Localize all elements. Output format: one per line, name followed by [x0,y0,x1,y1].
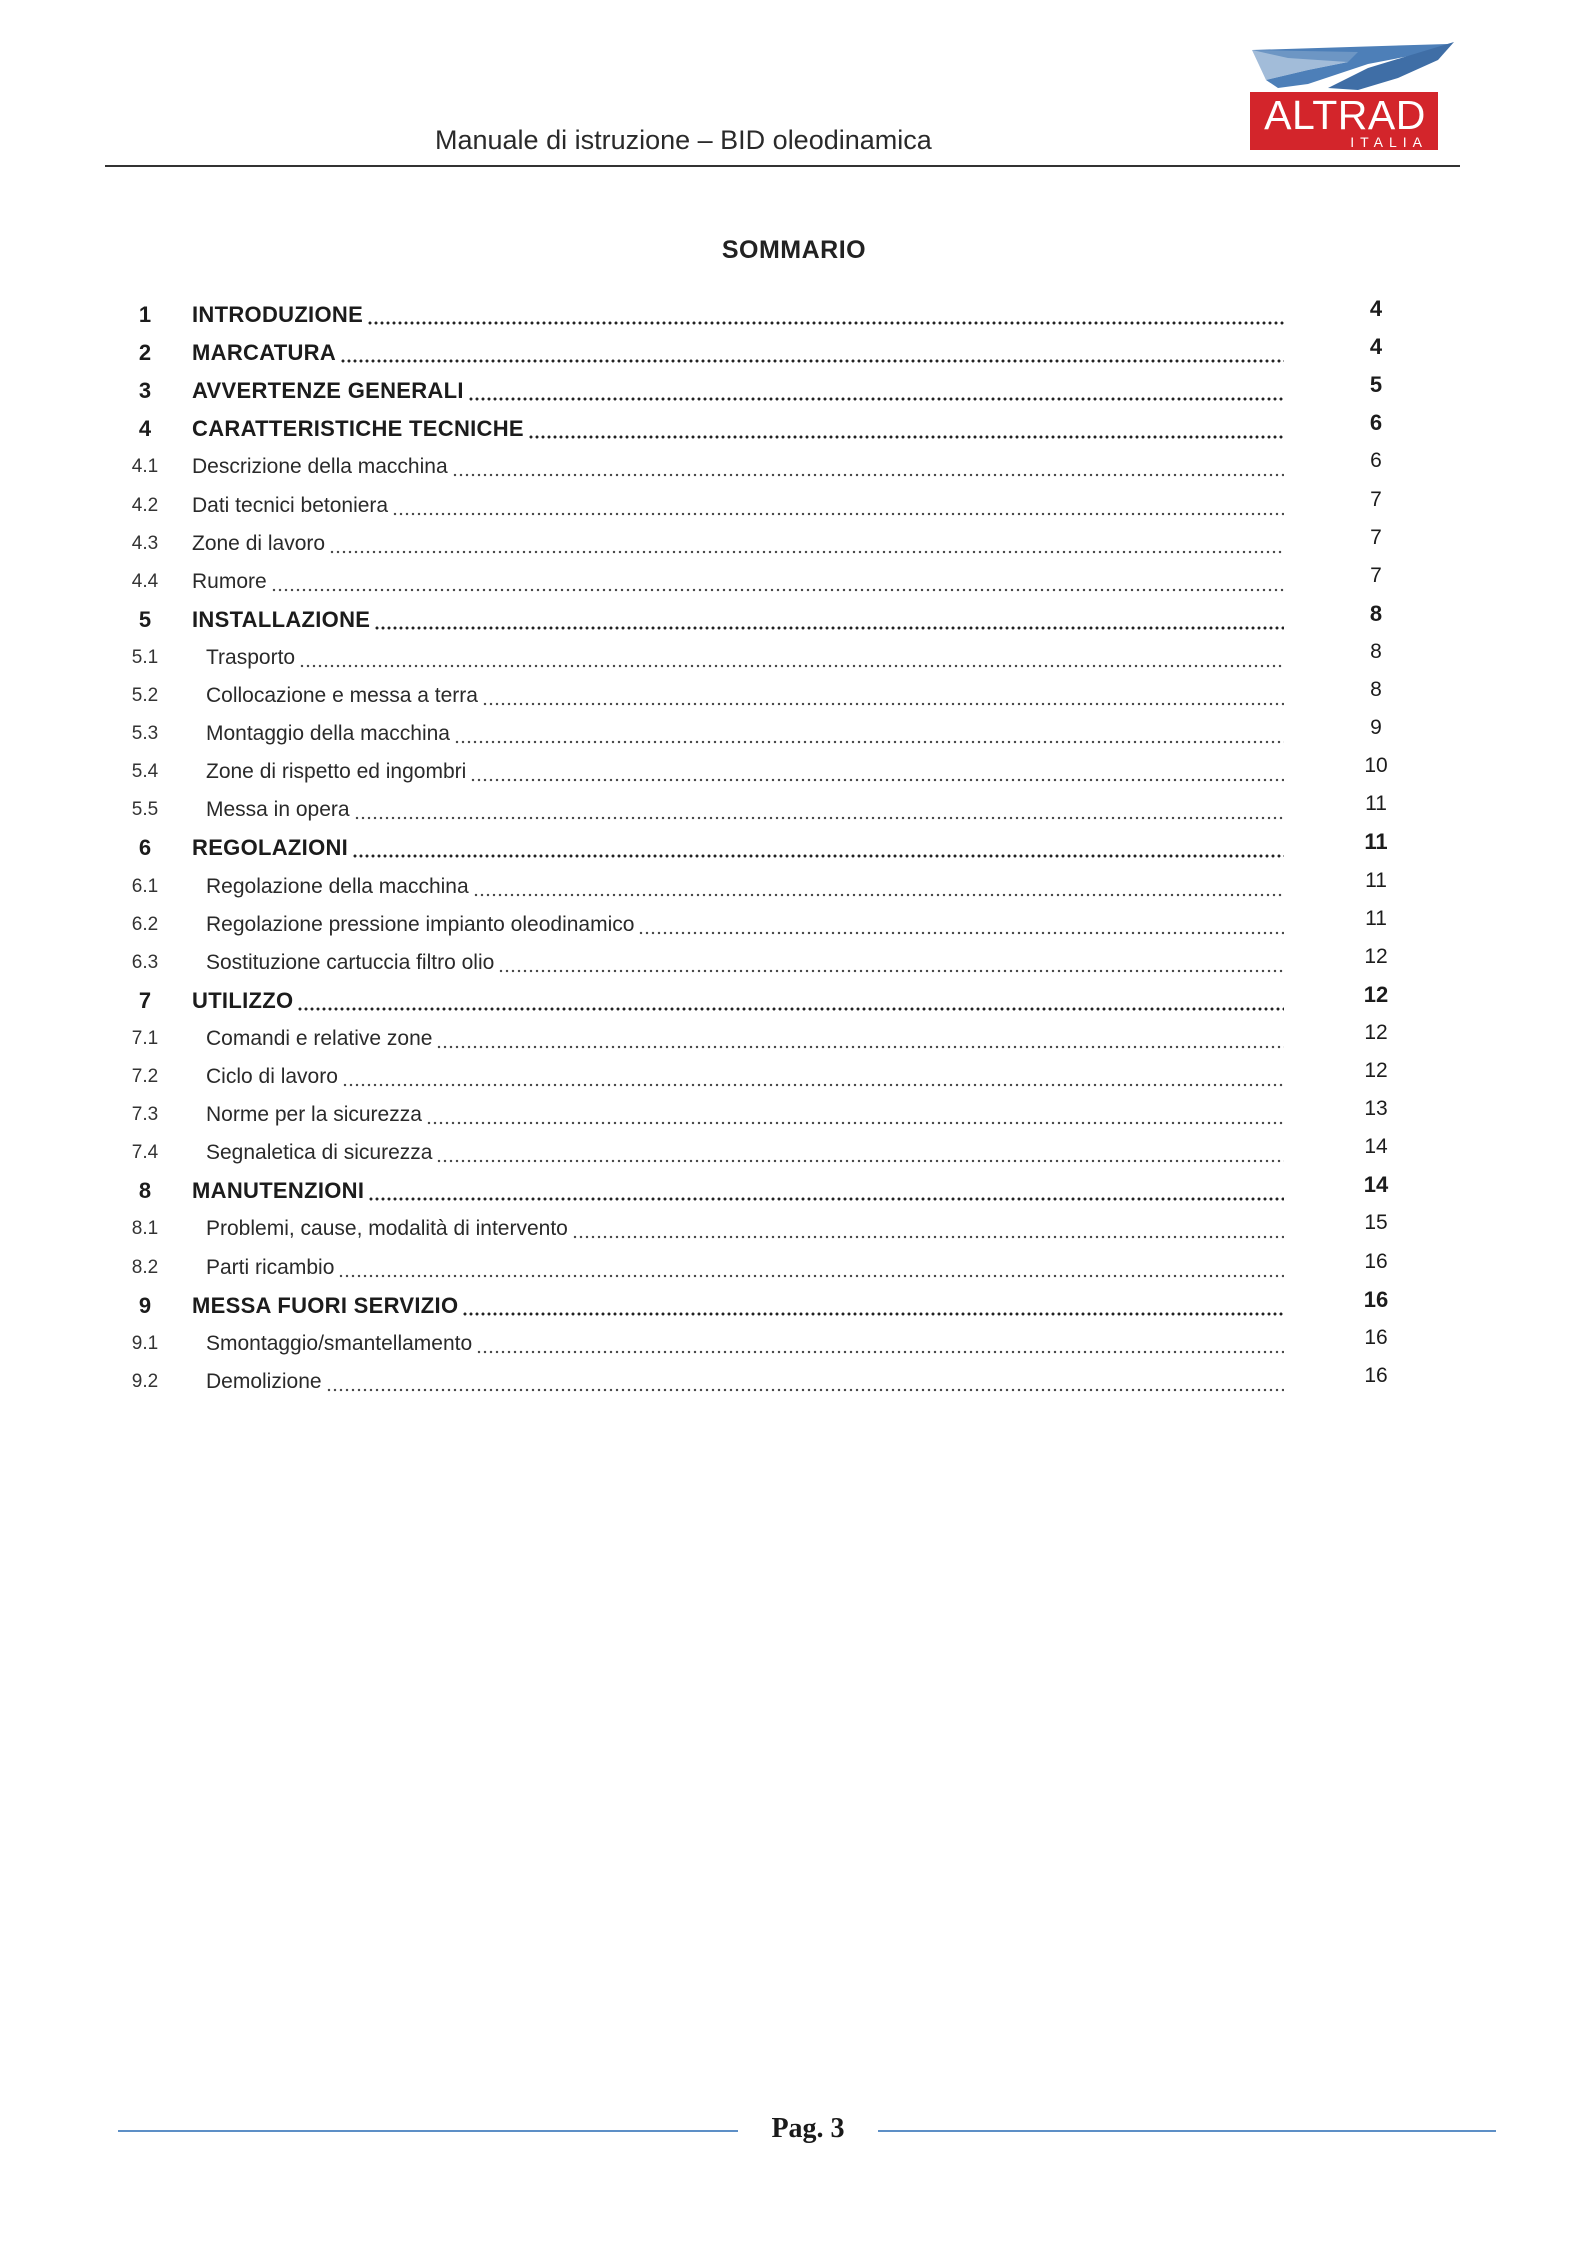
toc-entry [0,677,1588,715]
toc-entry-page: 12 [1364,1059,1388,1082]
dot-leader [572,1235,1284,1239]
toc-entry-title-line [192,296,1284,334]
dot-leader [338,1274,1284,1278]
toc-entry-page: 12 [1363,982,1389,1007]
logo-name: ALTRAD [1264,92,1426,138]
toc-entry-title-line [192,829,1284,867]
footer-rule-right [878,2130,1496,2132]
toc-entry-number: 4.3 [131,533,159,554]
toc-entry-page: 7 [1370,564,1382,587]
toc-entry-page: 5 [1369,372,1383,397]
toc-entry [0,372,1588,410]
toc-entry-title: Montaggio della macchina [206,722,450,745]
dot-leader [468,397,1284,401]
dot-leader [476,1350,1284,1354]
toc-entry-number: 6.2 [131,914,159,935]
toc-entry-number: 7.2 [131,1066,159,1087]
toc-entry [0,448,1588,486]
toc-entry-number: 7 [138,988,152,1013]
page-number: Pag. 3 [771,2113,845,2144]
dot-leader [462,1312,1284,1316]
toc-entry-number: 5.4 [131,761,159,782]
toc-entry [0,1325,1588,1363]
dot-leader [368,1197,1284,1201]
toc-entry-title-line [206,1134,1284,1172]
toc-entry-page: 13 [1364,1097,1388,1120]
toc-entry-page: 11 [1365,792,1387,815]
toc-entry [0,1020,1588,1058]
toc-entry-title-line [192,601,1284,639]
toc-entry-title-line [206,791,1284,829]
toc-entry-page: 16 [1364,1250,1388,1273]
toc-entry-title: Regolazione della macchina [206,875,469,898]
toc-entry-title: MESSA FUORI SERVIZIO [192,1293,459,1318]
toc-entry-title: Messa in opera [206,798,350,821]
toc-entry-title-line [206,1020,1284,1058]
toc-entry-number: 6 [138,835,152,860]
dot-leader [638,931,1284,935]
toc-entry [0,296,1588,334]
toc-entry-title-line [206,1210,1284,1248]
toc-entry-title: UTILIZZO [192,988,294,1013]
toc-entry-title-line [206,715,1284,753]
toc-entry [0,1287,1588,1325]
toc-entry-title-line [206,944,1284,982]
toc-entry [0,639,1588,677]
toc-entry-title-line [192,982,1284,1020]
toc-entry-title-line [206,1249,1284,1287]
toc-entry-title: Regolazione pressione impianto oleodinamico [206,913,635,936]
toc-entry-page: 16 [1363,1287,1389,1312]
toc-entry-title: Trasporto [206,646,296,669]
toc-entry [0,1363,1588,1401]
toc-entry-number: 4.1 [131,456,159,477]
toc-entry-number: 4.2 [131,495,159,516]
toc-entry-page: 14 [1363,1172,1389,1197]
toc-entry-page: 11 [1365,907,1387,930]
toc-entry-title: Parti ricambio [206,1256,335,1279]
logo-red-box [1250,92,1438,150]
toc-entry-title: Descrizione della macchina [192,455,448,478]
toc-entry-title-line [192,1287,1284,1325]
toc-entry-page: 7 [1370,488,1382,511]
toc-entry-title: Norme per la sicurezza [206,1103,422,1126]
toc-entry-title: Problemi, cause, modalità di intervento [206,1217,568,1240]
toc-entry-title: Comandi e relative zone [206,1027,433,1050]
toc-entry-number: 3 [138,378,152,403]
dot-leader [436,1159,1284,1163]
dot-leader [352,854,1284,858]
altrad-logo [1248,40,1460,152]
toc-entry-title: Zone di rispetto ed ingombri [206,760,467,783]
toc-entry-number: 4 [138,416,152,441]
toc-entry-number: 9.1 [131,1333,159,1354]
toc-entry-number: 9.2 [131,1371,159,1392]
toc-entry-title-line [192,1172,1284,1210]
toc-entry-title: Demolizione [206,1370,322,1393]
toc-entry-title-line [206,753,1284,791]
toc-entry [0,1249,1588,1287]
toc-entry [0,1058,1588,1096]
dot-leader [528,435,1284,439]
toc-entry-title-line [206,1325,1284,1363]
toc-entry-title-line [192,563,1284,601]
dot-leader [498,969,1284,973]
toc-entry-title: INTRODUZIONE [192,302,364,327]
toc-entry-title-line [206,1096,1284,1134]
summary-title: SOMMARIO [721,236,867,264]
toc-entry-number: 7.3 [131,1104,159,1125]
dot-leader [392,512,1284,516]
toc-entry-page: 12 [1364,945,1388,968]
dot-leader [340,359,1284,363]
toc-entry-page: 4 [1369,334,1383,359]
toc-entry-page: 9 [1370,716,1382,739]
toc-entry-page: 14 [1364,1135,1388,1158]
toc-entry-title: AVVERTENZE GENERALI [192,378,464,403]
toc-entry-number: 2 [138,340,152,365]
toc-entry-title-line [206,1363,1284,1401]
toc-entry [0,334,1588,372]
toc-entry-page: 6 [1369,410,1383,435]
toc-entry-title-line [192,372,1284,410]
toc-entry-page: 4 [1369,296,1383,321]
toc-entry [0,868,1588,906]
toc-entry-title: Smontaggio/smantellamento [206,1332,473,1355]
dot-leader [354,816,1284,820]
toc-entry-number: 5.3 [131,723,159,744]
dot-leader [482,702,1284,706]
toc-entry-title: Collocazione e messa a terra [206,684,478,707]
manual-title: Manuale di istruzione – BID oleodinamica [435,125,932,155]
dot-leader [326,1388,1284,1392]
dot-leader [436,1045,1284,1049]
toc-entry [0,753,1588,791]
toc-entry-page: 8 [1370,640,1382,663]
toc-entry-title-line [206,1058,1284,1096]
dot-leader [271,588,1284,592]
toc-entry-title: MARCATURA [192,340,337,365]
dot-leader [426,1121,1284,1125]
toc-entry-page: 12 [1364,1021,1388,1044]
toc-entry [0,829,1588,867]
toc-entry [0,1096,1588,1134]
toc-entry-number: 5.5 [131,799,159,820]
dot-leader [454,740,1284,744]
toc-entry-title-line [192,448,1284,486]
toc-entry-title: INSTALLAZIONE [192,607,371,632]
toc-entry-page: 16 [1364,1326,1388,1349]
toc-entry-title-line [206,906,1284,944]
toc-entry-number: 8.1 [131,1218,159,1239]
toc-entry-title: Dati tecnici betoniera [192,494,389,517]
toc-entry-title-line [206,639,1284,677]
toc-entry [0,410,1588,448]
toc-entry [0,791,1588,829]
toc-entry-number: 8.2 [131,1257,159,1278]
toc-entry-title-line [192,525,1284,563]
header-rule [105,165,1460,167]
footer-rule-left [118,2130,738,2132]
toc-entry [0,601,1588,639]
toc-entry-number: 5 [138,607,152,632]
toc-entry-number: 7.1 [131,1028,159,1049]
dot-leader [367,321,1284,325]
toc-entry [0,1134,1588,1172]
toc-entry-number: 7.4 [131,1142,159,1163]
dot-leader [470,778,1284,782]
dot-leader [452,473,1284,477]
toc-entry-number: 4.4 [131,571,159,592]
toc-entry [0,906,1588,944]
toc-entry [0,525,1588,563]
dot-leader [473,893,1284,897]
toc-entry-title: REGOLAZIONI [192,835,349,860]
toc-entry [0,487,1588,525]
toc-entry-page: 10 [1364,754,1388,777]
toc-entry-number: 9 [138,1293,152,1318]
toc-entry-title: Rumore [192,570,267,593]
toc-entry [0,715,1588,753]
toc-entry-title: MANUTENZIONI [192,1178,365,1203]
toc-entry [0,944,1588,982]
toc-entry-title: Sostituzione cartuccia filtro olio [206,951,495,974]
toc-entry-title-line [192,487,1284,525]
toc-entry-title-line [206,677,1284,715]
toc-entry-page: 8 [1369,601,1383,626]
toc-entry [0,1210,1588,1248]
toc-entry-number: 5.2 [131,685,159,706]
toc-entry-page: 11 [1364,829,1388,854]
dot-leader [342,1083,1284,1087]
toc-entry-title-line [206,868,1284,906]
toc-entry-page: 7 [1370,526,1382,549]
dot-leader [329,550,1284,554]
toc-entry-page: 6 [1370,449,1382,472]
toc-entry-number: 6.3 [131,952,159,973]
toc-entry-number: 5.1 [131,647,159,668]
toc-entry [0,563,1588,601]
toc-entry-title: Zone di lavoro [192,532,326,555]
wing-logo-icon [1248,40,1460,92]
toc-entry-page: 8 [1370,678,1382,701]
toc-entry-title: Ciclo di lavoro [206,1065,338,1088]
toc-entry-number: 1 [138,302,152,327]
toc-entry-title-line [192,410,1284,448]
toc-entry-page: 11 [1365,869,1387,892]
dot-leader [297,1007,1284,1011]
dot-leader [374,626,1284,630]
toc-entry-number: 8 [138,1178,152,1203]
toc-entry-title-line [192,334,1284,372]
dot-leader [299,664,1284,668]
toc-entry-number: 6.1 [131,876,159,897]
toc-entry [0,982,1588,1020]
toc-entry [0,1172,1588,1210]
toc-entry-page: 15 [1364,1211,1388,1234]
toc-entry-page: 16 [1364,1364,1388,1387]
toc-entry-title: CARATTERISTICHE TECNICHE [192,416,524,441]
logo-subtitle: ITALIA [1350,134,1428,150]
toc-entry-title: Segnaletica di sicurezza [206,1141,433,1164]
